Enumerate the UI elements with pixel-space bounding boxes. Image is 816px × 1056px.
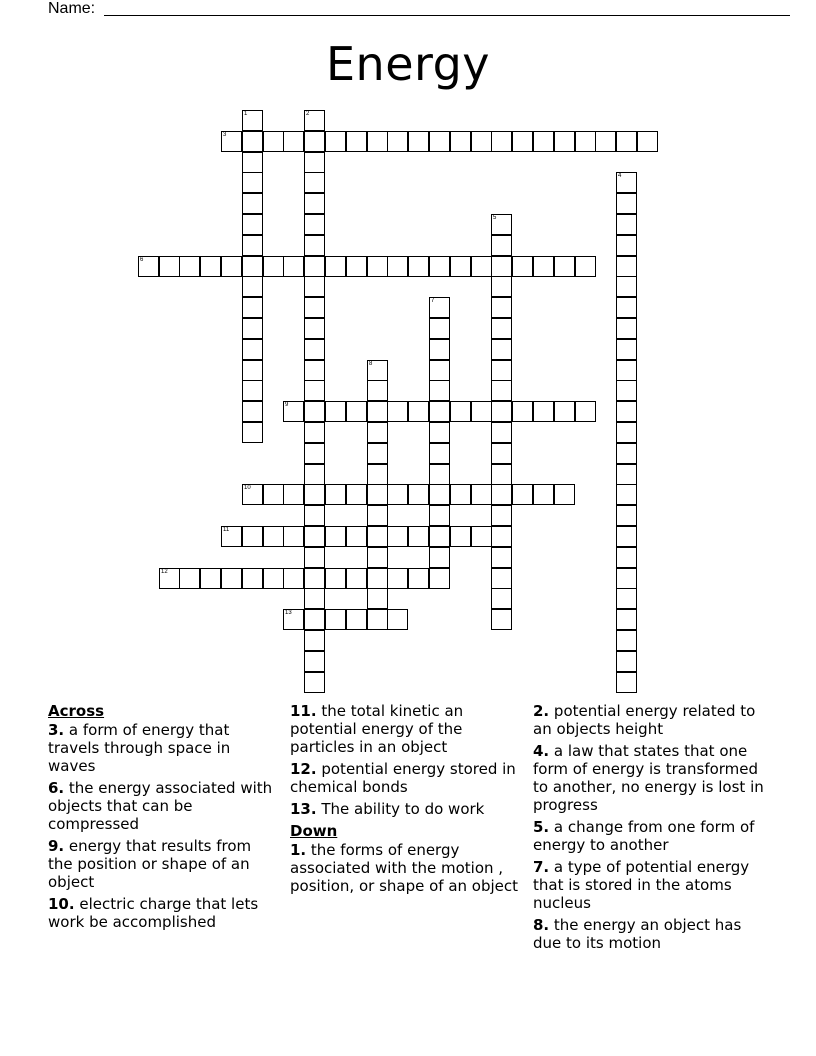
grid-cell[interactable] (491, 235, 512, 256)
grid-cell[interactable] (387, 526, 408, 547)
clue-text: a change from one form of energy to another (533, 818, 755, 854)
grid-cell[interactable] (325, 568, 346, 589)
grid-cell[interactable] (491, 464, 512, 485)
grid-cell[interactable] (242, 339, 263, 360)
clue-number: 6. (48, 779, 65, 797)
grid-cell[interactable] (367, 443, 388, 464)
down-clue-1 (290, 841, 522, 895)
cell-number: 3 (223, 132, 227, 138)
grid-cell[interactable] (616, 318, 637, 339)
grid-cell[interactable] (242, 152, 263, 173)
grid-cell[interactable] (616, 172, 637, 193)
grid-cell[interactable] (304, 276, 325, 297)
grid-cell[interactable] (491, 505, 512, 526)
clues-column-3 (533, 702, 769, 956)
grid-cell[interactable] (387, 484, 408, 505)
grid-cell[interactable] (616, 672, 637, 693)
grid-cell[interactable] (429, 401, 450, 422)
grid-cell[interactable] (491, 256, 512, 277)
grid-cell[interactable] (616, 630, 637, 651)
clue-number: 1. (290, 841, 307, 859)
grid-cell[interactable] (491, 214, 512, 235)
grid-cell[interactable] (429, 318, 450, 339)
grid-cell[interactable] (242, 276, 263, 297)
grid-cell[interactable] (616, 422, 637, 443)
grid-cell[interactable] (304, 547, 325, 568)
grid-cell[interactable] (304, 588, 325, 609)
grid-cell[interactable] (242, 256, 263, 277)
grid-cell[interactable] (283, 484, 304, 505)
grid-cell[interactable] (242, 422, 263, 443)
clue-text: a form of energy that travels through space in waves (48, 721, 231, 775)
grid-cell[interactable] (304, 131, 325, 152)
grid-cell[interactable] (429, 443, 450, 464)
clue-number: 13. (290, 800, 317, 818)
grid-cell[interactable] (304, 484, 325, 505)
grid-cell[interactable] (304, 505, 325, 526)
grid-cell[interactable] (263, 526, 284, 547)
grid-cell[interactable] (429, 256, 450, 277)
grid-cell[interactable] (616, 193, 637, 214)
grid-cell[interactable] (346, 484, 367, 505)
clues-column-2 (290, 702, 522, 899)
grid-cell[interactable] (346, 131, 367, 152)
grid-cell[interactable] (242, 297, 263, 318)
grid-cell[interactable] (242, 214, 263, 235)
cell-number: 12 (161, 569, 168, 575)
grid-cell[interactable] (304, 568, 325, 589)
grid-cell[interactable] (429, 484, 450, 505)
grid-cell[interactable] (637, 131, 658, 152)
grid-cell[interactable] (408, 256, 429, 277)
grid-cell[interactable] (346, 256, 367, 277)
grid-cell[interactable] (429, 547, 450, 568)
grid-cell[interactable] (575, 401, 596, 422)
grid-cell[interactable] (367, 422, 388, 443)
clue-text: energy that results from the position or shape of an object (48, 837, 252, 891)
cell-number: 13 (285, 610, 292, 616)
across-clue-11 (290, 702, 522, 756)
grid-cell[interactable] (429, 464, 450, 485)
cell-number: 4 (618, 173, 622, 179)
down-clue-5 (533, 818, 769, 854)
cell-number: 1 (244, 111, 248, 117)
grid-cell[interactable] (304, 401, 325, 422)
clue-text: potential energy related to an objects height (533, 702, 756, 738)
grid-cell[interactable] (387, 401, 408, 422)
grid-cell[interactable] (304, 380, 325, 401)
grid-cell[interactable] (304, 193, 325, 214)
grid-cell[interactable] (159, 568, 180, 589)
grid-cell[interactable] (242, 172, 263, 193)
clue-text: the total kinetic an potential energy of the particles in an object (290, 702, 464, 756)
grid-cell[interactable] (304, 297, 325, 318)
grid-cell[interactable] (471, 131, 492, 152)
grid-cell[interactable] (533, 131, 554, 152)
grid-cell[interactable] (387, 609, 408, 630)
grid-cell[interactable] (304, 235, 325, 256)
name-underline[interactable] (104, 15, 790, 16)
down-clue-8 (533, 916, 769, 952)
grid-cell[interactable] (616, 380, 637, 401)
clue-number: 11. (290, 702, 317, 720)
grid-cell[interactable] (533, 256, 554, 277)
puzzle-title: Energy (325, 37, 491, 91)
grid-cell[interactable] (367, 131, 388, 152)
grid-cell[interactable] (616, 214, 637, 235)
grid-cell[interactable] (616, 276, 637, 297)
grid-cell[interactable] (367, 464, 388, 485)
grid-cell[interactable] (512, 131, 533, 152)
grid-cell[interactable] (491, 380, 512, 401)
grid-cell[interactable] (346, 526, 367, 547)
grid-cell[interactable] (325, 609, 346, 630)
clue-number: 3. (48, 721, 65, 739)
grid-cell[interactable] (304, 318, 325, 339)
grid-cell[interactable] (533, 401, 554, 422)
name-label: Name: (48, 0, 96, 17)
clue-number: 5. (533, 818, 550, 836)
down-heading: Down (290, 822, 338, 840)
clue-text: the energy associated with objects that can be compressed (48, 779, 273, 833)
grid-cell[interactable] (304, 630, 325, 651)
grid-cell[interactable] (179, 568, 200, 589)
grid-cell[interactable] (221, 131, 242, 152)
grid-cell[interactable] (616, 339, 637, 360)
grid-cell[interactable] (491, 360, 512, 381)
grid-cell[interactable] (429, 422, 450, 443)
grid-cell[interactable] (263, 131, 284, 152)
grid-cell[interactable] (616, 464, 637, 485)
clue-number: 10. (48, 895, 75, 913)
grid-cell[interactable] (408, 526, 429, 547)
cell-number: 2 (306, 111, 310, 117)
grid-cell[interactable] (221, 256, 242, 277)
grid-cell[interactable] (367, 484, 388, 505)
grid-cell[interactable] (471, 484, 492, 505)
across-heading: Across (48, 702, 105, 720)
grid-cell[interactable] (242, 360, 263, 381)
grid-cell[interactable] (242, 484, 263, 505)
grid-cell[interactable] (616, 505, 637, 526)
grid-cell[interactable] (595, 131, 616, 152)
grid-cell[interactable] (346, 609, 367, 630)
grid-cell[interactable] (242, 193, 263, 214)
across-clue-3 (48, 721, 273, 775)
grid-cell[interactable] (512, 401, 533, 422)
grid-cell[interactable] (491, 526, 512, 547)
clues-column-1 (48, 702, 273, 935)
grid-cell[interactable] (263, 256, 284, 277)
cell-number: 10 (244, 485, 251, 491)
grid-cell[interactable] (491, 547, 512, 568)
grid-cell[interactable] (242, 380, 263, 401)
clue-number: 8. (533, 916, 550, 934)
grid-cell[interactable] (387, 568, 408, 589)
grid-cell[interactable] (491, 609, 512, 630)
grid-cell[interactable] (367, 547, 388, 568)
grid-cell[interactable] (408, 484, 429, 505)
grid-cell[interactable] (575, 131, 596, 152)
across-clue-12 (290, 760, 522, 796)
grid-cell[interactable] (367, 360, 388, 381)
grid-cell[interactable] (616, 443, 637, 464)
grid-cell[interactable] (304, 360, 325, 381)
grid-cell[interactable] (159, 256, 180, 277)
cell-number: 9 (285, 402, 289, 408)
grid-cell[interactable] (304, 152, 325, 173)
grid-cell[interactable] (616, 526, 637, 547)
grid-cell[interactable] (616, 256, 637, 277)
cell-number: 8 (369, 361, 373, 367)
grid-cell[interactable] (408, 401, 429, 422)
grid-cell[interactable] (242, 110, 263, 131)
grid-cell[interactable] (554, 131, 575, 152)
grid-cell[interactable] (367, 588, 388, 609)
grid-cell[interactable] (325, 484, 346, 505)
grid-cell[interactable] (242, 318, 263, 339)
grid-cell[interactable] (491, 588, 512, 609)
grid-cell[interactable] (450, 401, 471, 422)
grid-cell[interactable] (429, 526, 450, 547)
grid-cell[interactable] (512, 256, 533, 277)
grid-cell[interactable] (304, 110, 325, 131)
grid-cell[interactable] (221, 526, 242, 547)
grid-cell[interactable] (242, 568, 263, 589)
across-clue-9 (48, 837, 273, 891)
grid-cell[interactable] (554, 484, 575, 505)
name-field[interactable] (48, 0, 95, 18)
grid-cell[interactable] (616, 547, 637, 568)
grid-cell[interactable] (450, 131, 471, 152)
grid-cell[interactable] (533, 484, 554, 505)
grid-cell[interactable] (304, 422, 325, 443)
grid-cell[interactable] (304, 526, 325, 547)
down-clue-4 (533, 742, 769, 814)
grid-cell[interactable] (408, 131, 429, 152)
grid-cell[interactable] (554, 401, 575, 422)
down-clue-7 (533, 858, 769, 912)
grid-cell[interactable] (616, 235, 637, 256)
grid-cell[interactable] (242, 526, 263, 547)
grid-cell[interactable] (325, 256, 346, 277)
cell-number: 6 (140, 257, 144, 263)
grid-cell[interactable] (200, 568, 221, 589)
cell-number: 11 (223, 527, 230, 533)
across-clue-13 (290, 800, 522, 818)
grid-cell[interactable] (242, 401, 263, 422)
across-clue-6 (48, 779, 273, 833)
grid-cell[interactable] (491, 568, 512, 589)
grid-cell[interactable] (491, 276, 512, 297)
grid-cell[interactable] (367, 380, 388, 401)
grid-cell[interactable] (242, 235, 263, 256)
grid-cell[interactable] (616, 131, 637, 152)
grid-cell[interactable] (616, 568, 637, 589)
down-clue-2 (533, 702, 769, 738)
clue-number: 12. (290, 760, 317, 778)
grid-cell[interactable] (471, 526, 492, 547)
grid-cell[interactable] (304, 443, 325, 464)
grid-cell[interactable] (491, 401, 512, 422)
grid-cell[interactable] (616, 651, 637, 672)
grid-cell[interactable] (179, 256, 200, 277)
grid-cell[interactable] (491, 443, 512, 464)
grid-cell[interactable] (304, 651, 325, 672)
grid-cell[interactable] (304, 172, 325, 193)
clue-text: a law that states that one form of energy is transformed to another, no energy is lost in progress (533, 742, 764, 814)
grid-cell[interactable] (429, 360, 450, 381)
grid-cell[interactable] (429, 339, 450, 360)
grid-cell[interactable] (491, 318, 512, 339)
cell-number: 7 (431, 298, 435, 304)
grid-cell[interactable] (491, 484, 512, 505)
clue-text: potential energy stored in chemical bonds (290, 760, 516, 796)
grid-cell[interactable] (616, 401, 637, 422)
grid-cell[interactable] (575, 256, 596, 277)
clue-number: 7. (533, 858, 550, 876)
grid-cell[interactable] (554, 256, 575, 277)
grid-cell[interactable] (304, 609, 325, 630)
grid-cell[interactable] (616, 360, 637, 381)
clue-number: 9. (48, 837, 65, 855)
grid-cell[interactable] (616, 609, 637, 630)
grid-cell[interactable] (616, 484, 637, 505)
cell-number: 5 (493, 215, 497, 221)
grid-cell[interactable] (367, 609, 388, 630)
grid-cell[interactable] (283, 568, 304, 589)
grid-cell[interactable] (325, 401, 346, 422)
grid-cell[interactable] (450, 526, 471, 547)
grid-cell[interactable] (346, 401, 367, 422)
clue-text: The ability to do work (321, 800, 485, 818)
grid-cell[interactable] (471, 401, 492, 422)
clue-number: 2. (533, 702, 550, 720)
grid-cell[interactable] (367, 256, 388, 277)
grid-cell[interactable] (346, 568, 367, 589)
grid-cell[interactable] (512, 484, 533, 505)
clue-text: electric charge that lets work be accomplished (48, 895, 259, 931)
grid-cell[interactable] (325, 131, 346, 152)
clue-text: the energy an object has due to its motion (533, 916, 742, 952)
grid-cell[interactable] (450, 484, 471, 505)
grid-cell[interactable] (304, 672, 325, 693)
grid-cell[interactable] (367, 505, 388, 526)
across-clue-10 (48, 895, 273, 931)
grid-cell[interactable] (283, 609, 304, 630)
grid-cell[interactable] (387, 131, 408, 152)
grid-cell[interactable] (429, 505, 450, 526)
grid-cell[interactable] (429, 380, 450, 401)
grid-cell[interactable] (367, 401, 388, 422)
grid-cell[interactable] (616, 297, 637, 318)
grid-cell[interactable] (491, 422, 512, 443)
grid-cell[interactable] (367, 568, 388, 589)
grid-cell[interactable] (304, 464, 325, 485)
grid-cell[interactable] (263, 568, 284, 589)
grid-cell[interactable] (616, 588, 637, 609)
grid-cell[interactable] (221, 568, 242, 589)
grid-cell[interactable] (450, 256, 471, 277)
grid-cell[interactable] (408, 568, 429, 589)
grid-cell[interactable] (242, 131, 263, 152)
grid-cell[interactable] (283, 401, 304, 422)
clue-text: a type of potential energy that is stored in the atoms nucleus (533, 858, 750, 912)
grid-cell[interactable] (429, 568, 450, 589)
grid-cell[interactable] (304, 256, 325, 277)
grid-cell[interactable] (491, 297, 512, 318)
grid-cell[interactable] (200, 256, 221, 277)
grid-cell[interactable] (471, 256, 492, 277)
clue-number: 4. (533, 742, 550, 760)
clue-text: the forms of energy associated with the motion , position, or shape of an object (290, 841, 519, 895)
grid-cell[interactable] (283, 526, 304, 547)
grid-cell[interactable] (325, 526, 346, 547)
grid-cell[interactable] (263, 484, 284, 505)
grid-cell[interactable] (283, 131, 304, 152)
grid-cell[interactable] (387, 256, 408, 277)
grid-cell[interactable] (304, 339, 325, 360)
grid-cell[interactable] (138, 256, 159, 277)
grid-cell[interactable] (367, 526, 388, 547)
grid-cell[interactable] (429, 131, 450, 152)
grid-cell[interactable] (283, 256, 304, 277)
grid-cell[interactable] (491, 339, 512, 360)
grid-cell[interactable] (491, 131, 512, 152)
grid-cell[interactable] (304, 214, 325, 235)
grid-cell[interactable] (429, 297, 450, 318)
